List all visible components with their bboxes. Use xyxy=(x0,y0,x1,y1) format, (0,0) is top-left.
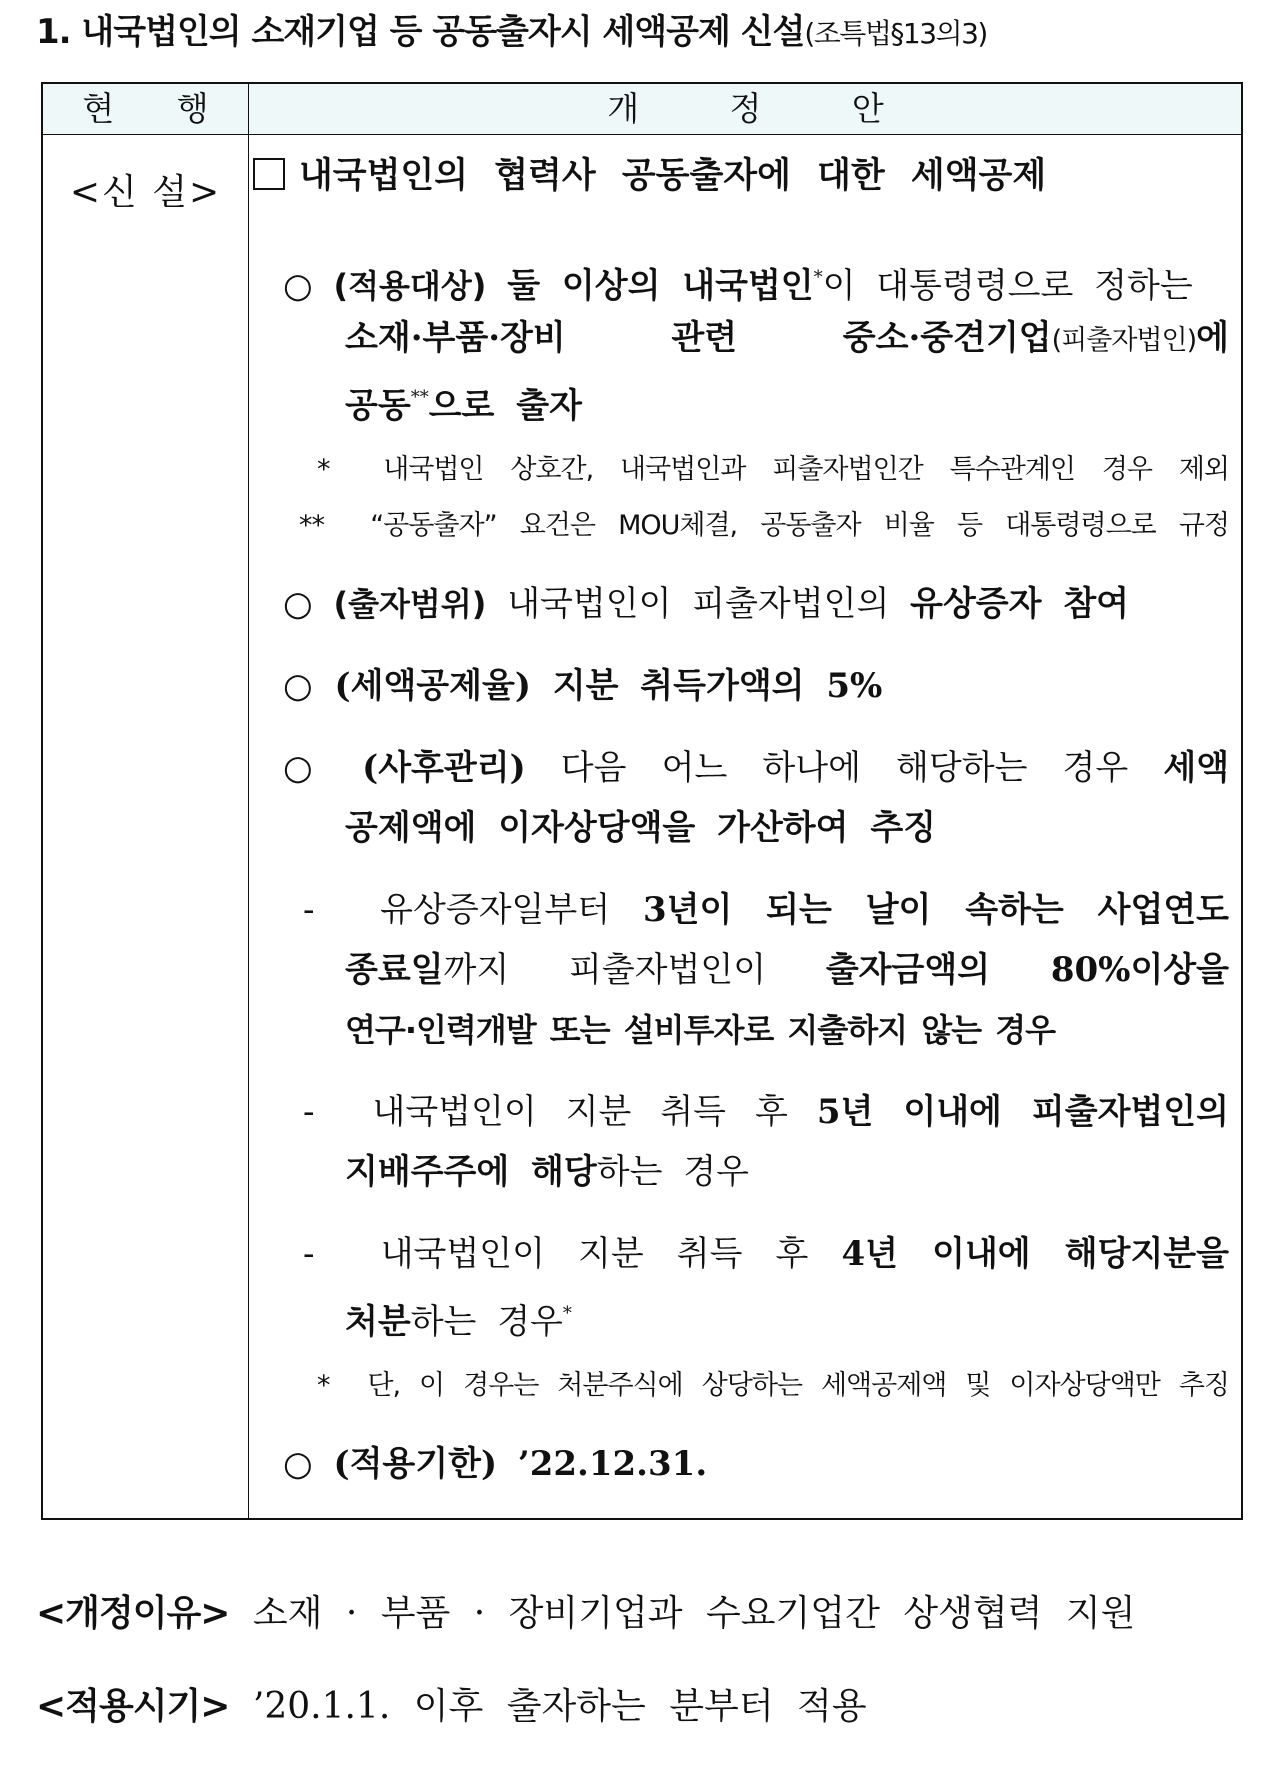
case-2-line-1: - 내국법인이 지분 취득 후 5년 이내에 피출자법인의 xyxy=(303,1092,1229,1132)
post-line-1: ○ (사후관리) 다음 어느 하나에 해당하는 경우 세액 xyxy=(283,748,1229,788)
case-1-line-3: 연구·인력개발 또는 설비투자로 지출하지 않는 경우 xyxy=(345,1011,1056,1049)
bullet-circle-icon: ○ xyxy=(283,748,327,788)
proposed-heading: 내국법인의 협력사 공동출자에 대한 세액공제 xyxy=(253,146,1229,206)
page-title xyxy=(36,4,1256,62)
case-1-line-2: 종료일까지 피출자법인이 출자금액의 80%이상을 xyxy=(345,950,1229,990)
bullet-circle-icon: ○ xyxy=(283,1444,313,1484)
apply-label: <적용시기> xyxy=(36,1686,230,1727)
target-paren: (피출자법인) xyxy=(1051,325,1197,356)
reason-text: 소재 · 부품 · 장비기업과 수요기업간 상생협력 지원 xyxy=(252,1593,1136,1634)
target-bold: 둘 이상의 내국법인 xyxy=(507,266,814,306)
apply-line xyxy=(36,1675,1251,1739)
note-2: ** “공동출자” 요건은 MOU체결, 공동출자 비율 등 대통령령으로 규정 xyxy=(299,510,1229,541)
proposed-cell xyxy=(253,134,1237,1518)
target-sup-2: ** xyxy=(410,387,429,408)
title-law-ref: (조특법§13의3) xyxy=(804,17,987,50)
rate-line: ○ (세액공제율) 지분 취득가액의 5% xyxy=(283,666,883,706)
comparison-table xyxy=(41,82,1243,1520)
case-1-line-1: - 유상증자일부터 3년이 되는 날이 속하는 사업연도 xyxy=(303,890,1229,930)
reason-label: <개정이유> xyxy=(36,1593,230,1634)
post-line-2: 공제액에 이자상당액을 가산하여 추징 xyxy=(345,808,937,848)
case-3-line-1: - 내국법인이 지분 취득 후 4년 이내에 해당지분을 xyxy=(303,1234,1229,1274)
table-header xyxy=(43,84,1241,135)
target-rest: 이 대통령령으로 정하는 xyxy=(822,266,1193,306)
scope-line: ○ (출자범위) 내국법인이 피출자법인의 유상증자 참여 xyxy=(283,584,1130,624)
deadline-line: ○ (적용기한) ’22.12.31. xyxy=(283,1444,708,1484)
bullet-circle-icon: ○ xyxy=(283,266,313,306)
target-label: (적용대상) xyxy=(333,267,487,305)
bullet-circle-icon: ○ xyxy=(283,666,313,706)
target-line-2: 소재·부품·장비 관련 중소·중견기업(피출자법인)에 xyxy=(345,318,1229,358)
checkbox-square-icon xyxy=(253,158,285,190)
apply-text: ’20.1.1. 이후 출자하는 분부터 적용 xyxy=(252,1686,867,1727)
target-sup-1: * xyxy=(813,267,823,288)
header-proposed: 개 정 안 xyxy=(607,89,924,128)
case-3-line-2: 처분하는 경우* xyxy=(345,1302,572,1342)
target-line-3: 공동**으로 출자 xyxy=(345,386,582,426)
bullet-circle-icon: ○ xyxy=(283,584,313,624)
header-current: 현 행 xyxy=(82,89,235,128)
note-3: * 단, 이 경우는 처분주식에 상당하는 세액공제액 및 이자상당액만 추징 xyxy=(317,1370,1229,1401)
title-main: 1. 내국법인의 소재기업 등 공동출자시 세액공제 신설 xyxy=(36,12,805,52)
note-1: * 내국법인 상호간, 내국법인과 피출자법인간 특수관계인 경우 제외 xyxy=(317,454,1230,485)
column-divider xyxy=(248,84,249,1518)
target-line-1 xyxy=(283,248,1229,316)
reason-line xyxy=(36,1582,1251,1646)
current-cell: <신 설> xyxy=(69,172,222,213)
case-2-line-2: 지배주주에 해당하는 경우 xyxy=(345,1152,749,1192)
